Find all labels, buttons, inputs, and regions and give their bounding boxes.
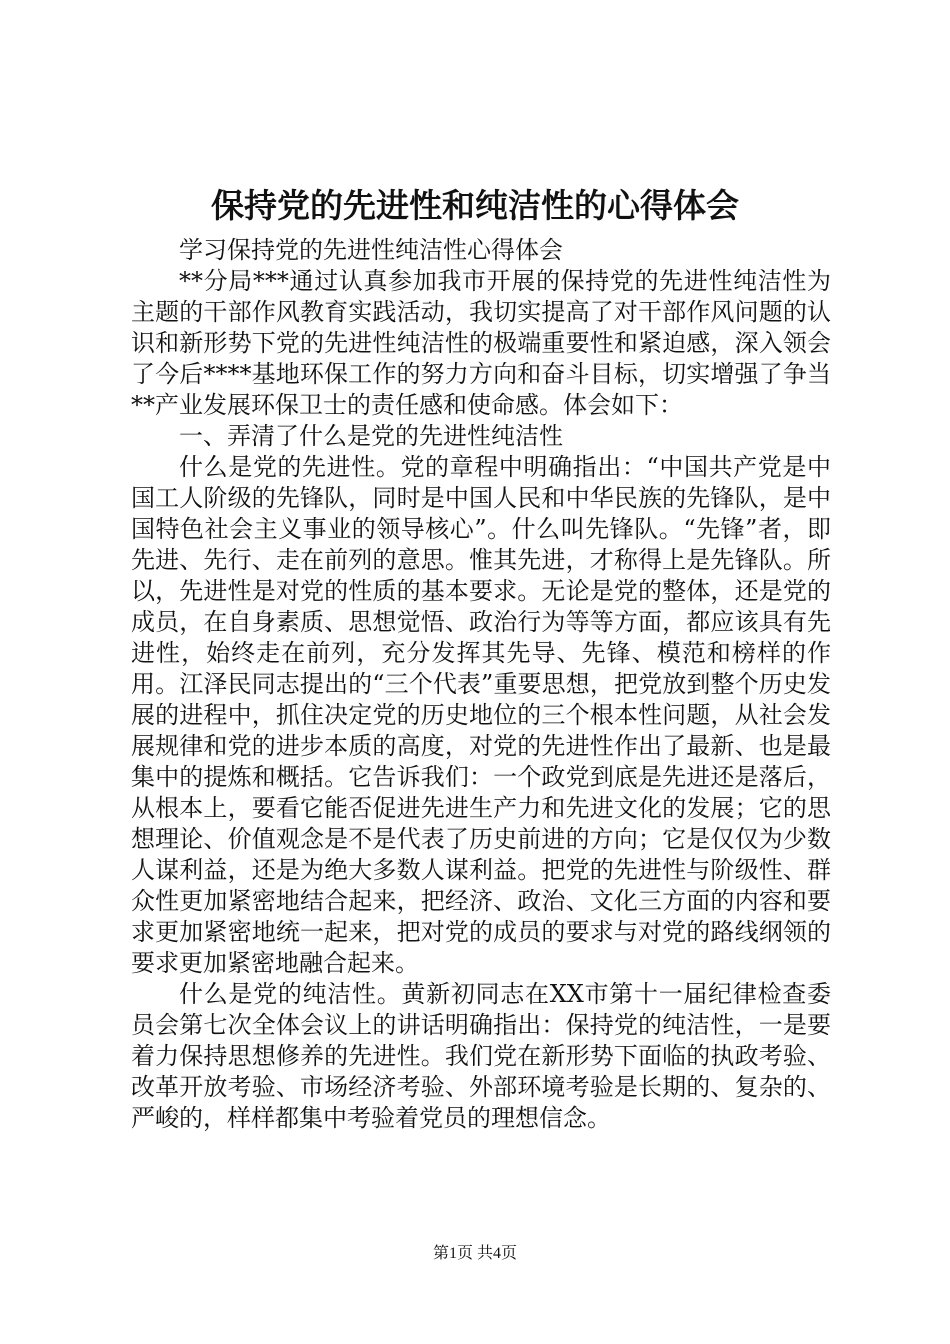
- intro-paragraph: **分局***通过认真参加我市开展的保持党的先进性纯洁性为主题的干部作风教育实践活动，我切实提高了对干部作风问题的认识和新形势下党的先进性纯洁性的极端重要性和紧迫感，深入领会了今后****基地环保工作的努力方向和奋斗目标，切实增强了争当**产业发展环保卫士的责任感和使命感。体会如下：: [131, 267, 831, 419]
- document-title: 保持党的先进性和纯洁性的心得体会: [211, 186, 739, 225]
- document-body: [131, 235, 831, 1134]
- page-footer: 第1页 共4页: [432, 1245, 517, 1262]
- purity-paragraph: 什么是党的纯洁性。黄新初同志在XX市第十一届纪律检查委员会第七次全体会议上的讲话明确指出：保持党的纯洁性，一是要着力保持思想修养的先进性。我们党在新形势下面临的执政考验、改革开放考验、市场经济考验、外部环境考验是长期的、复杂的、严峻的，样样都集中考验着党员的理想信念。: [131, 980, 831, 1132]
- section-heading: 一、弄清了什么是党的先进性纯洁性: [179, 422, 563, 450]
- advancement-paragraph: 什么是党的先进性。党的章程中明确指出：“中国共产党是中国工人阶级的先锋队，同时是中国人民和中华民族的先锋队，是中国特色社会主义事业的领导核心”。什么叫先锋队。“先锋”者，即先进、先行、走在前列的意思。惟其先进，才称得上是先锋队。所以，先进性是对党的性质的基本要求。无论是党的整体，还是党的成员，在自身素质、思想觉悟、政治行为等等方面，都应该具有先进性，始终走在前列，充分发挥其先导、先锋、模范和榜样的作用。江泽民同志提出的“三个代表”重要思想，把党放到整个历史发展的进程中，抓住决定党的历史地位的三个根本性问题，从社会发展规律和党的进步本质的高度，对党的先进性作出了最新、也是最集中的提炼和概括。它告诉我们：一个政党到底是先进还是落后，从根本上，要看它能否促进先进生产力和先进文化的发展；它的思想理论、价值观念是不是代表了历史前进的方向；它是仅仅为少数人谋利益，还是为绝大多数人谋利益。把党的先进性与阶级性、群众性更加紧密地结合起来，把经济、政治、文化三方面的内容和要求更加紧密地统一起来，把对党的成员的要求与对党的路线纲领的要求更加紧密地融合起来。: [131, 453, 831, 977]
- subtitle-paragraph: 学习保持党的先进性纯洁性心得体会: [179, 236, 563, 264]
